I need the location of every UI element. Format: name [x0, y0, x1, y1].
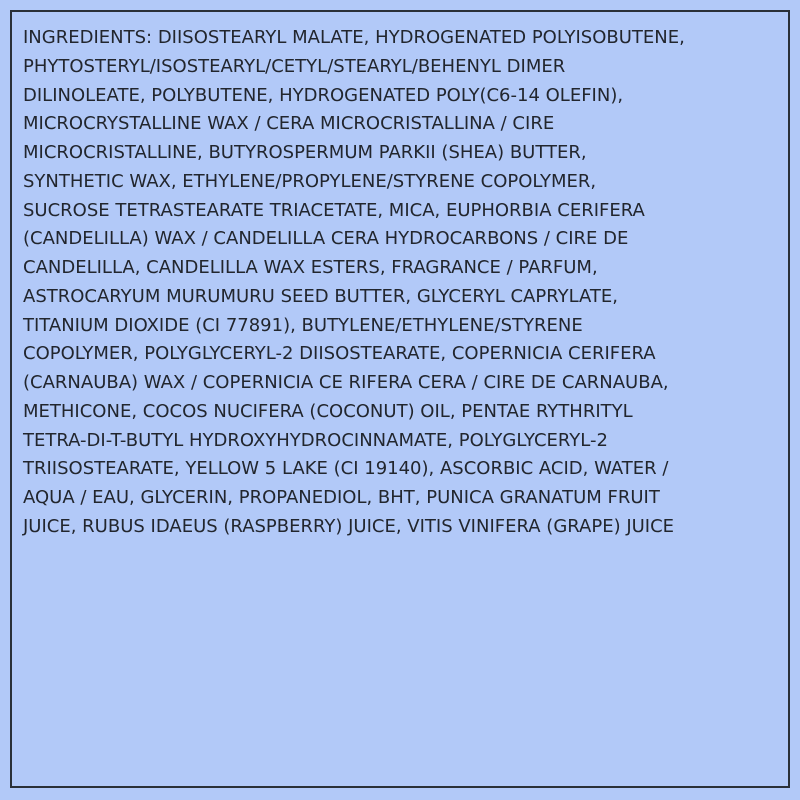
ingredients-line: (CANDELILLA) WAX / CANDELILLA CERA HYDROCARBONS / CIRE DE [23, 228, 629, 250]
ingredients-panel [10, 10, 790, 788]
ingredients-line: CANDELILLA, CANDELILLA WAX ESTERS, FRAGRANCE / PARFUM, [23, 257, 598, 278]
ingredients-line: TITANIUM DIOXIDE (CI 77891), BUTYLENE/ETHYLENE/STYRENE [23, 314, 583, 336]
ingredients-text [23, 24, 685, 542]
ingredients-line: JUICE, RUBUS IDAEUS (RASPBERRY) JUICE, VITIS VINIFERA (GRAPE) JUICE [23, 515, 675, 537]
ingredients-line: AQUA / EAU, GLYCERIN, PROPANEDIOL, BHT, PUNICA GRANATUM FRUIT [23, 487, 660, 508]
ingredients-line: TETRA-DI-T-BUTYL HYDROXYHYDROCINNAMATE, POLYGLYCERYL-2 [23, 429, 608, 451]
ingredients-line: MICROCRISTALLINE, BUTYROSPERMUM PARKII (SHEA) BUTTER, [23, 142, 587, 163]
ingredients-line: SYNTHETIC WAX, ETHYLENE/PROPYLENE/STYRENE COPOLYMER, [23, 170, 597, 192]
ingredients-line: INGREDIENTS: DIISOSTEARYL MALATE, HYDROGENATED POLYISOBUTENE, [23, 27, 685, 48]
ingredients-line: TRIISOSTEARATE, YELLOW 5 LAKE (CI 19140), ASCORBIC ACID, WATER / [23, 458, 669, 480]
ingredients-line: (CARNAUBA) WAX / COPERNICIA CE RIFERA CERA / CIRE DE CARNAUBA, [23, 372, 669, 393]
ingredients-line: MICROCRYSTALLINE WAX / CERA MICROCRISTALLINA / CIRE [23, 113, 555, 135]
ingredients-line: PHYTOSTERYL/ISOSTEARYL/CETYL/STEARYL/BEHENYL DIMER [23, 55, 566, 77]
ingredients-line: DILINOLEATE, POLYBUTENE, HYDROGENATED POLY(C6-14 OLEFIN), [23, 84, 624, 106]
ingredients-line: ASTROCARYUM MURUMURU SEED BUTTER, GLYCERYL CAPRYLATE, [23, 285, 619, 307]
ingredients-line: SUCROSE TETRASTEARATE TRIACETATE, MICA, EUPHORBIA CERIFERA [23, 199, 645, 221]
ingredients-line: COPOLYMER, POLYGLYCERYL-2 DIISOSTEARATE, COPERNICIA CERIFERA [23, 343, 656, 365]
ingredients-line: METHICONE, COCOS NUCIFERA (COCONUT) OIL, PENTAE RYTHRITYL [23, 400, 633, 422]
